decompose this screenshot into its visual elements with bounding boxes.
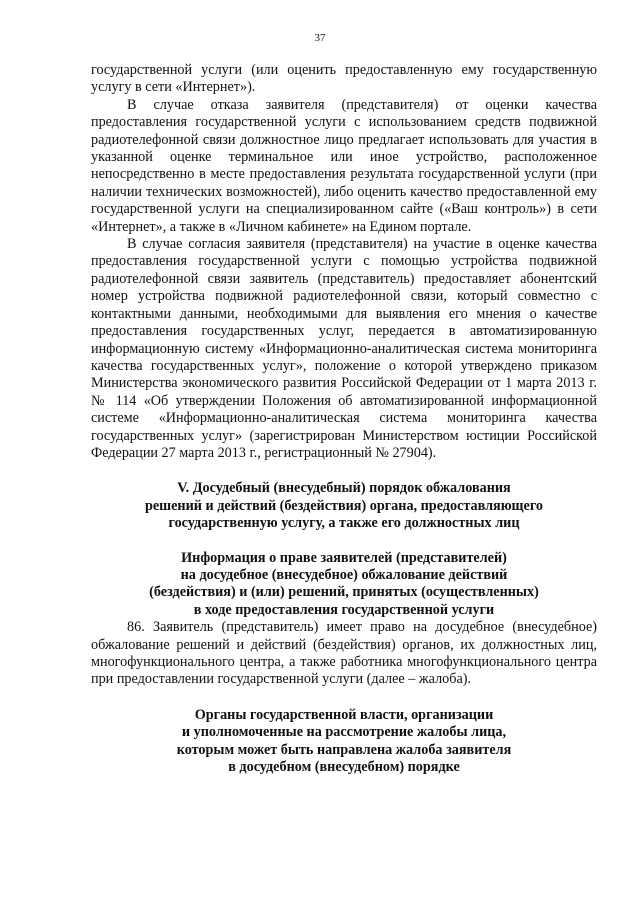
subheading-rights [91, 550, 597, 620]
page-number: 37 [314, 32, 326, 44]
subheading-line: в досудебном (внесудебном) порядке [228, 759, 460, 776]
subheading-line: Органы государственной власти, организации [194, 706, 494, 723]
paragraph-86: 86. Заявитель (представитель) имеет право на досудебное (внесудебное) обжалование решений и действий (бездействия) органов, их должностных лиц, многофункционального центра, а также работника многофункционального центра при предоставлении государственной услуги (далее – жалоба). [91, 619, 597, 688]
paragraph-refusal: В случае отказа заявителя (представителя) от оценки качества предоставления государственной услуги с использованием средств подвижной радиотелефонной связи должностное лицо предлагает использовать для участия в указанной оценке терминальное или иное устройство, расположенное непосредственно в месте предоставления результата государственной услуги (при наличии технических возможностей), либо оценить качество предоставленной ему государственной услуги на специализированном сайте («Ваш контроль») в сети «Интернет», а также в «Личном кабинете» на Едином портале. [91, 96, 597, 235]
page-content [91, 62, 597, 776]
subheading-line: на досудебное (внесудебное) обжалование действий [180, 566, 508, 583]
subheading-authorities [91, 707, 597, 777]
paragraph-continuation: государственной услуги (или оценить предоставленную ему государственную услугу в сети «Интернет»). [91, 62, 597, 96]
subheading-line: в ходе предоставления государственной услуги [193, 601, 495, 618]
section-heading-line: государственную услугу, а также его должностных лиц [168, 515, 520, 532]
section-heading-line: решений и действий (бездействия) органа, предоставляющего [144, 497, 544, 514]
subheading-line: и уполномоченные на рассмотрение жалобы лица, [181, 724, 507, 741]
subheading-line: (бездействия) и (или) решений, принятых (осуществленных) [149, 584, 539, 601]
section-heading-line: V. Досудебный (внесудебный) порядок обжалования [177, 480, 511, 497]
subheading-line: которым может быть направлена жалоба заявителя [176, 741, 512, 758]
section-heading [91, 480, 597, 532]
subheading-line: Информация о праве заявителей (представителей) [181, 549, 507, 566]
paragraph-consent: В случае согласия заявителя (представителя) на участие в оценке качества предоставления государственной услуги с помощью устройства подвижной радиотелефонной связи заявитель (представитель) предоставляет абонентский номер устройства подвижной радиотелефонной связи, который совместно с контактными данными, необходимыми для выявления его мнения о качестве предоставления государственных услуг, передается в автоматизированную информационную систему «Информационно-аналитическая система мониторинга качества государственных услуг», положение о которой утверждено приказом Министерства экономического развития Российской Федерации от 1 марта 2013 г. № 114 «Об утверждении Положения об автоматизированной информационной системе «Информационно-аналитическая система мониторинга качества государственных услуг» (зарегистрирован Министерством юстиции Российской Федерации 27 марта 2013 г., регистрационный № 27904). [91, 236, 597, 461]
